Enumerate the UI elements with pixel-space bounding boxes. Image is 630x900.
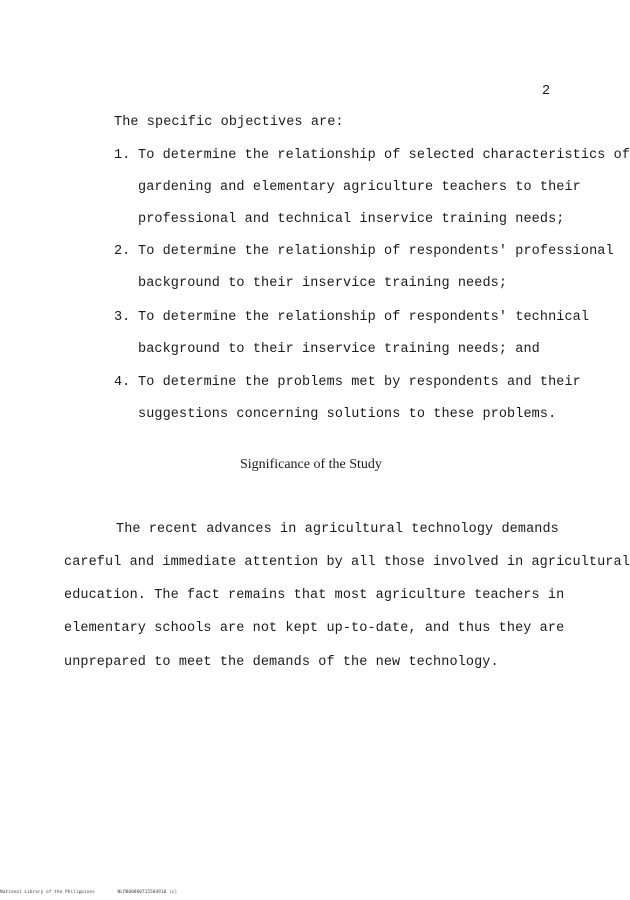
objective-4-number: 4. [114,375,131,390]
objective-2-number: 2. [114,244,131,259]
footer-code: NLP000000715584910 (c) [117,890,178,895]
objective-1-line-3: professional and technical inservice training needs; [138,212,565,227]
paragraph-line-2: careful and immediate attention by all those involved in agricultural [64,555,630,570]
section-heading: Significance of the Study [240,457,382,472]
page-number: 2 [542,84,551,99]
objective-3-line-2: background to their inservice training needs; and [138,342,540,357]
paragraph-line-1: The recent advances in agricultural technology demands [116,522,559,537]
scan-footer [0,890,197,895]
objective-2-line-2: background to their inservice training needs; [138,276,508,291]
paragraph-line-3: education. The fact remains that most agriculture teachers in [64,588,565,603]
objective-4-line-1: To determine the problems met by respondents and their [138,375,581,390]
objective-4-line-2: suggestions concerning solutions to these problems. [138,407,557,422]
objectives-intro: The specific objectives are: [114,115,344,130]
objective-3-number: 3. [114,310,131,325]
objective-1-number: 1. [114,148,131,163]
footer-library: National Library of the Philippines [0,890,95,895]
paragraph-line-5: unprepared to meet the demands of the new technology. [64,655,499,670]
objective-1-line-2: gardening and elementary agriculture teachers to their [138,180,581,195]
objective-3-line-1: To determine the relationship of respondents' technical [138,310,590,325]
objective-1-line-1: To determine the relationship of selected characteristics of [138,148,630,163]
objective-2-line-1: To determine the relationship of respondents' professional [138,244,614,259]
paragraph-line-4: elementary schools are not kept up-to-date, and thus they are [64,621,565,636]
